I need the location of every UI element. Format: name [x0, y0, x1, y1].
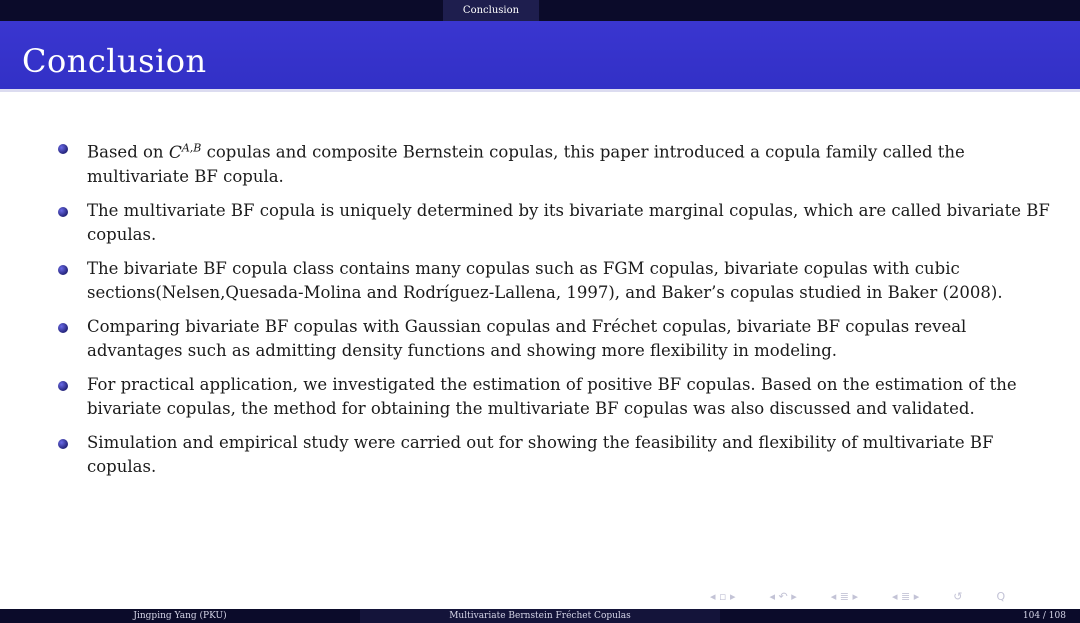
- top-navigation-bar: [0, 0, 1080, 21]
- bullet-icon: [58, 439, 68, 449]
- bullet-text: The multivariate BF copula is uniquely determined by its bivariate marginal copulas, which are called bivariate BF copulas.: [87, 200, 1050, 244]
- bullet-icon: [58, 207, 68, 217]
- back-icon[interactable]: ↺: [953, 590, 963, 603]
- footer-page-number: 104 / 108: [1022, 611, 1066, 621]
- bullet-icon: [58, 144, 68, 154]
- bullet-text: For practical application, we investigated the estimation of positive BF copulas. Based on the estimation of the bivariate copulas, the method for obtaining the multivariate BF copulas was also discussed and validated.: [87, 374, 1017, 418]
- bullet-text: Comparing bivariate BF copulas with Gaussian copulas and Fréchet copulas, bivariate BF copulas reveal advantages such as admitting density functions and showing more flexibility in modeling.: [87, 316, 967, 360]
- bullet-item: [58, 373, 1063, 421]
- bullet-list: [58, 136, 1063, 489]
- math-c-ab: [169, 143, 202, 163]
- bullet-text: Simulation and empirical study were carried out for showing the feasibility and flexibility of multivariate BF copulas.: [87, 432, 994, 476]
- frame-nav-icon[interactable]: ◂ ▫ ▸: [710, 590, 736, 603]
- bullet-icon: [58, 265, 68, 275]
- footer-author: Jingping Yang (PKU): [133, 611, 227, 621]
- math-base: C: [168, 142, 182, 163]
- footer-talk-title: Multivariate Bernstein Fréchet Copulas: [360, 609, 720, 623]
- beamer-navigation-controls: [710, 590, 1080, 606]
- subsection-nav-icon[interactable]: ◂ ↶ ▸: [769, 590, 797, 603]
- title-bar: [0, 21, 1080, 92]
- document-nav-icon[interactable]: ◂ ≣ ▸: [892, 590, 920, 603]
- search-icon[interactable]: Q: [996, 590, 1006, 603]
- bullet-item: [58, 315, 1063, 363]
- bullet-item: [58, 136, 1063, 189]
- bullet-item: [58, 257, 1063, 305]
- bullet-prefix: Based on: [87, 142, 169, 162]
- bullet-text: The bivariate BF copula class contains many copulas such as FGM copulas, bivariate copulas with cubic sections(Nelsen,Quesada-Molina and Rodríguez-Lallena, 1997), and Baker’s copulas studied in Baker (2008).: [87, 258, 1003, 302]
- bullet-icon: [58, 323, 68, 333]
- bullet-item: [58, 431, 1063, 479]
- slide-title: Conclusion: [22, 42, 207, 80]
- bullet-icon: [58, 381, 68, 391]
- bullet-item: [58, 199, 1063, 247]
- math-superscript: A,B: [181, 141, 202, 154]
- nav-section-conclusion[interactable]: Conclusion: [443, 0, 539, 21]
- footer-bar: [0, 609, 1080, 623]
- section-nav-icon[interactable]: ◂ ≣ ▸: [830, 590, 859, 603]
- bullet-text: copulas and composite Bernstein copulas, this paper introduced a copula family called the multivariate BF copula.: [87, 142, 965, 186]
